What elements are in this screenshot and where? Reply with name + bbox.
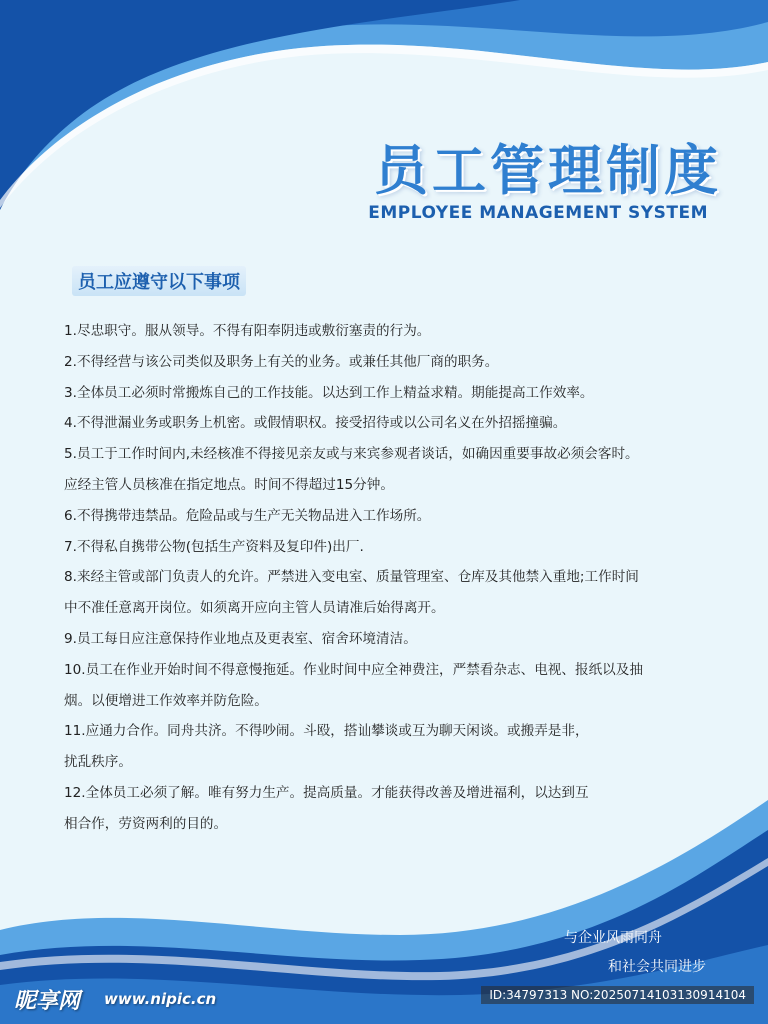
rule-line: 应经主管人员核准在指定地点。时间不得超过15分钟。 bbox=[64, 476, 394, 493]
rule-line: 12.全体员工必须了解。唯有努力生产。提高质量。才能获得改善及增进福利，以达到互 bbox=[64, 784, 589, 801]
rule-line: 2.不得经营与该公司类似及职务上有关的业务。或兼任其他厂商的职务。 bbox=[64, 353, 499, 370]
rule-line: 3.全体员工必须时常搬炼自己的工作技能。以达到工作上精益求精。期能提高工作效率。 bbox=[64, 384, 594, 401]
rule-line: 扰乱秩序。 bbox=[64, 754, 132, 771]
rule-line: 4.不得泄漏业务或职务上机密。或假情职权。接受招待或以公司名义在外招摇撞骗。 bbox=[64, 415, 567, 432]
slogan-line-1: 与企业风雨同舟 bbox=[564, 930, 662, 946]
watermark-id: ID:34797313 NO:20250714103130914104 bbox=[481, 986, 754, 1004]
page-title: 员工管理制度 bbox=[374, 139, 722, 202]
rule-line: 11.应通力合作。同舟共济。不得吵闹。斗殴，搭讪攀谈或互为聊天闲谈。或搬弄是非， bbox=[64, 723, 589, 740]
rule-line: 9.员工每日应注意保持作业地点及更表室、宿舍环境清洁。 bbox=[64, 630, 417, 647]
rule-line: 8.来经主管或部门负责人的允许。严禁进入变电室、质量管理室、仓库及其他禁入重地;工作时间 bbox=[64, 569, 639, 586]
rule-line: 1.尽忠职守。服从领导。不得有阳奉阴违或敷衍塞责的行为。 bbox=[64, 323, 431, 339]
rule-line: 烟。以便增进工作效率并防危险。 bbox=[64, 692, 268, 709]
rule-line: 7.不得私自携带公物(包括生产资料及复印件)出厂. bbox=[64, 538, 364, 555]
rules-list bbox=[64, 316, 724, 840]
rule-line: 6.不得携带违禁品。危险品或与生产无关物品进入工作场所。 bbox=[64, 507, 431, 524]
rule-line: 相合作，劳资两利的目的。 bbox=[64, 815, 228, 832]
watermark-url: www.nipic.cn bbox=[104, 990, 217, 1008]
slogan-line-2: 和社会共同进步 bbox=[608, 959, 706, 975]
rule-line: 中不准任意离开岗位。如须离开应向主管人员请准后始得离开。 bbox=[64, 600, 445, 617]
rule-line: 5.员工于工作时间内,未经核准不得接见亲友或与来宾参观者谈话，如确因重要事故必须会客时。 bbox=[64, 446, 639, 463]
rule-line: 10.员工在作业开始时间不得意慢拖延。作业时间中应全神费注，严禁看杂志、电视、报纸以及抽 bbox=[64, 661, 643, 678]
page-subtitle: EMPLOYEE MANAGEMENT SYSTEM bbox=[368, 203, 708, 223]
section-heading: 员工应遵守以下事项 bbox=[72, 266, 246, 296]
watermark-logo: 昵享网 bbox=[14, 989, 81, 1014]
